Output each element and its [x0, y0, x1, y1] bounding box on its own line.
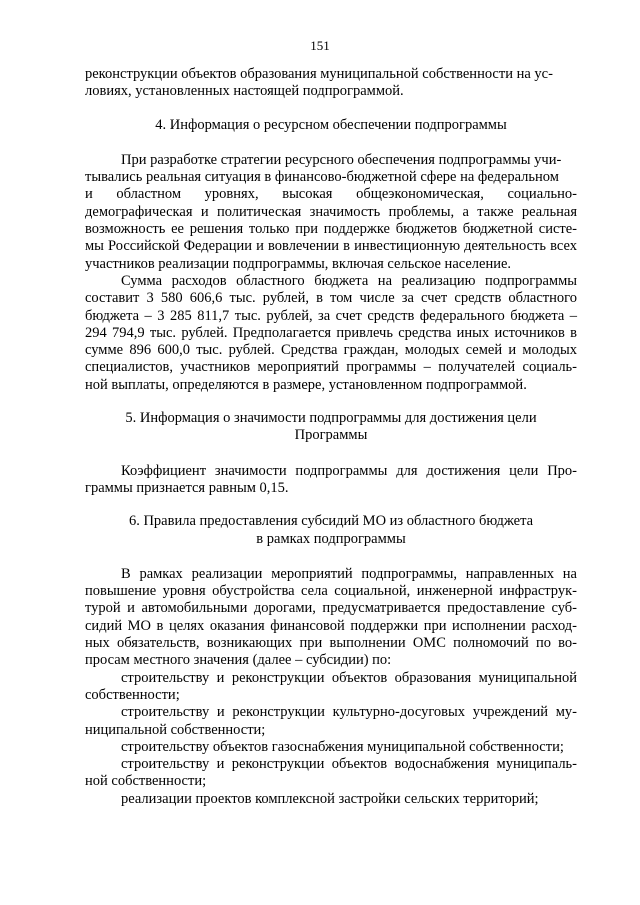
section-5-heading-line-2: Программы: [294, 427, 368, 444]
word: высокая: [282, 186, 333, 203]
section-5-para-1: Коэффициент значимости подпрограммы для достижения цели Про-граммы признается равным 0,15.: [85, 462, 577, 496]
word: уровнях,: [204, 186, 259, 203]
list-item: реализации проектов комплексной застройки сельских территорий;: [121, 790, 539, 807]
section-4-para-1-line-2: тывались реальная ситуация в финансово-бюджетной сфере на федеральном: [85, 169, 559, 186]
list-item: строительству и реконструкции культурно-досуговых учреждений му-ниципальной собственности;: [85, 704, 577, 738]
list-item: строительству и реконструкции объектов водоснабжения муниципаль-ной собственности;: [85, 756, 577, 790]
section-6-para-1: В рамках реализации мероприятий подпрограммы, направленных на повышение уровня обустройства села социальной, инженерной инфраструк-турой и автомобильными дорогами, предусматривается предоставление суб-сидий МО в целях оказания финансовой поддержки при исполнении расход-ных обязательств, возникающих при выполнении ОМС полномочий по во-просам местного значения (далее – субсидии) по:: [85, 565, 577, 669]
word: социально-: [507, 186, 577, 203]
section-6-heading-line-1: 6. Правила предоставления субсидий МО из областного бюджета: [128, 513, 534, 530]
section-4-para-1-line-1: При разработке стратегии ресурсного обеспечения подпрограммы учи-: [121, 151, 562, 168]
section-4-para-1-line-3: [85, 186, 577, 203]
section-4-heading: 4. Информация о ресурсном обеспечении подпрограммы: [155, 116, 507, 133]
section-4-para-1-rest: демографическая и политическая значимость проблемы, а также реальная возможность ее решения только при поддержке бюджетов бюджетной систе-мы Российской Федерации и вовлечении в инвестиционную деятельность всех участников реализации подпрограммы, включая сельское население.: [85, 203, 577, 272]
document-body: [85, 66, 577, 808]
word: общеэкономическая,: [356, 186, 484, 203]
section-6-heading-line-2: в рамках подпрограммы: [256, 530, 406, 547]
list-item: строительству и реконструкции объектов образования муниципальной собственности;: [85, 669, 577, 703]
word: областном: [116, 186, 182, 203]
section-5-heading-line-1: 5. Информация о значимости подпрограммы для достижения цели: [125, 410, 537, 427]
word: и: [85, 186, 93, 203]
list-item: строительству объектов газоснабжения муниципальной собственности;: [121, 738, 564, 755]
intro-line-2: ловиях, установленных настоящей подпрограммой.: [85, 83, 404, 100]
section-4-para-2: Сумма расходов областного бюджета на реализацию подпрограммы составит 3 580 606,6 тыс. рублей, в том числе за счет средств областного бюджета – 3 285 811,7 тыс. рублей, за счет средств федерального бюджета – 294 794,9 тыс. рублей. Предполагается привлечь средства иных источников в сумме 896 600,0 тыс. рублей. Средства граждан, молодых семей и молодых специалистов, участников мероприятий программы – получателей социаль-ной выплаты, определяются в размере, установленном подпрограммой.: [85, 272, 577, 393]
page-number: 151: [310, 38, 330, 53]
intro-line-1: реконструкции объектов образования муниципальной собственности на ус-: [85, 66, 553, 82]
